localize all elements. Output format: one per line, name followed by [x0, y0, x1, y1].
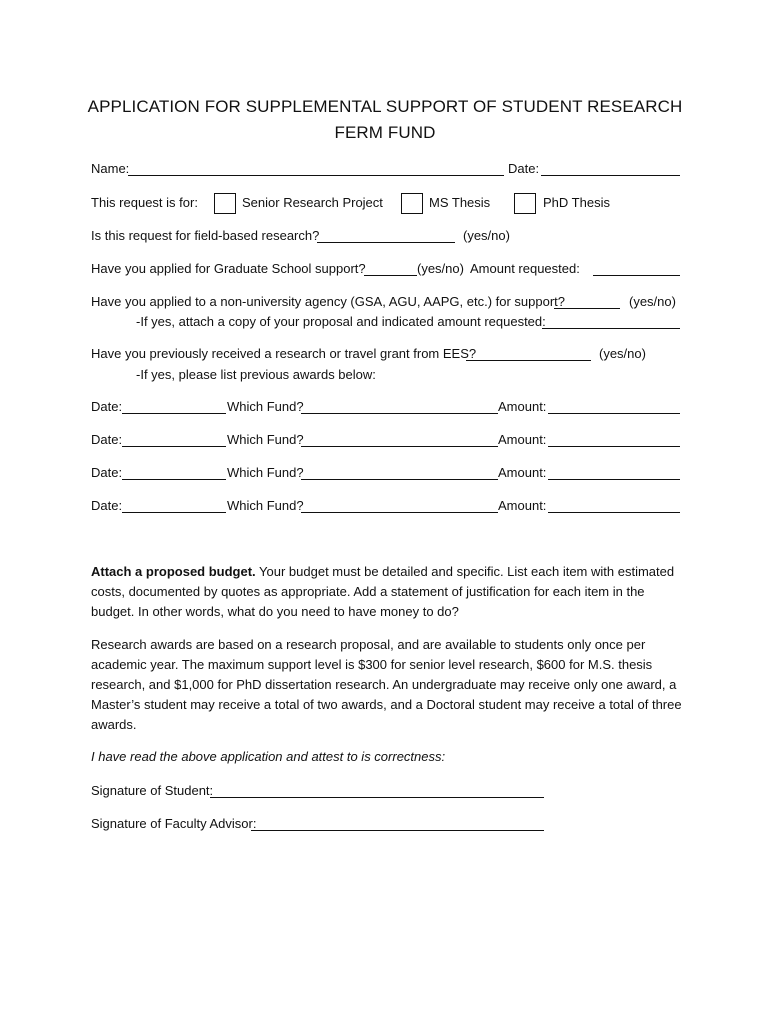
- date-field[interactable]: [541, 175, 680, 176]
- form-title-line2: FERM FUND: [334, 123, 436, 142]
- amount-requested-label: Amount requested:: [470, 261, 580, 276]
- budget-paragraph: [91, 562, 691, 622]
- award-amount-field[interactable]: [548, 512, 680, 513]
- ees-field[interactable]: [466, 360, 591, 361]
- award-fund-field[interactable]: [301, 446, 498, 447]
- agency-yesno: (yes/no): [629, 294, 676, 309]
- award-fund-field[interactable]: [301, 479, 498, 480]
- award-fund-label: Which Fund?: [227, 399, 304, 414]
- ms-thesis-label: MS Thesis: [429, 195, 491, 210]
- award-fund-field[interactable]: [301, 512, 498, 513]
- advisor-signature-label: Signature of Faculty Advisor:: [91, 816, 257, 831]
- agency-field[interactable]: [554, 308, 620, 309]
- amount-requested-field[interactable]: [593, 275, 680, 276]
- award-date-field[interactable]: [122, 512, 226, 513]
- field-based-field[interactable]: [317, 242, 455, 243]
- ees-yesno: (yes/no): [599, 346, 646, 361]
- field-based-yesno: (yes/no): [463, 228, 510, 243]
- field-based-question: Is this request for field-based research?: [91, 228, 320, 243]
- name-field[interactable]: [128, 175, 504, 176]
- grad-school-yesno: (yes/no): [417, 261, 464, 276]
- award-date-label: Date:: [91, 465, 123, 480]
- grad-school-field[interactable]: [364, 275, 417, 276]
- ms-thesis-checkbox[interactable]: [401, 193, 423, 214]
- ees-note: -If yes, please list previous awards below:: [136, 367, 376, 382]
- award-amount-label: Amount:: [498, 498, 547, 513]
- phd-thesis-label: PhD Thesis: [543, 195, 610, 210]
- award-amount-field[interactable]: [548, 479, 680, 480]
- senior-research-checkbox[interactable]: [214, 193, 236, 214]
- award-fund-label: Which Fund?: [227, 432, 304, 447]
- award-date-field[interactable]: [122, 479, 226, 480]
- phd-thesis-checkbox[interactable]: [514, 193, 536, 214]
- award-fund-label: Which Fund?: [227, 465, 304, 480]
- award-amount-field[interactable]: [548, 413, 680, 414]
- student-signature-label: Signature of Student:: [91, 783, 214, 798]
- award-amount-label: Amount:: [498, 399, 547, 414]
- award-amount-field[interactable]: [548, 446, 680, 447]
- ees-question: Have you previously received a research or travel grant from EES?: [91, 346, 477, 361]
- grad-school-question: Have you applied for Graduate School support?: [91, 261, 366, 276]
- award-date-field[interactable]: [122, 446, 226, 447]
- form-title-line1: APPLICATION FOR SUPPLEMENTAL SUPPORT OF STUDENT RESEARCH: [87, 97, 683, 116]
- student-signature-field[interactable]: [210, 797, 544, 798]
- request-label: This request is for:: [91, 195, 198, 210]
- award-date-label: Date:: [91, 399, 123, 414]
- budget-heading: Attach a proposed budget.: [91, 564, 256, 579]
- agency-note: -If yes, attach a copy of your proposal and indicated amount requested:: [136, 314, 546, 329]
- budget-text: Your budget must be detailed and specific. List each item with estimated costs, documented by quotes as appropriate. Add a statement of justification for each item in the budget. In other words, what do you need to have money to do?: [91, 564, 675, 619]
- award-amount-label: Amount:: [498, 465, 547, 480]
- awards-paragraph: Research awards are based on a research proposal, and are available to students only once per academic year. The maximum support level is $300 for senior level research, $600 for M.S. thesis research, and $1,000 for PhD dissertation research. An undergraduate may receive only one award, a Master’s student may receive a total of two awards, and a Doctoral student may receive a total of three awards.: [91, 637, 682, 732]
- award-fund-field[interactable]: [301, 413, 498, 414]
- date-label: Date:: [508, 161, 540, 176]
- senior-research-label: Senior Research Project: [242, 195, 383, 210]
- attestation-text: I have read the above application and attest to is correctness:: [91, 749, 446, 764]
- award-date-field[interactable]: [122, 413, 226, 414]
- award-date-label: Date:: [91, 432, 123, 447]
- award-amount-label: Amount:: [498, 432, 547, 447]
- award-fund-label: Which Fund?: [227, 498, 304, 513]
- name-label: Name:: [91, 161, 130, 176]
- award-date-label: Date:: [91, 498, 123, 513]
- agency-amount-field[interactable]: [542, 328, 680, 329]
- advisor-signature-field[interactable]: [251, 830, 544, 831]
- agency-question: Have you applied to a non-university agency (GSA, AGU, AAPG, etc.) for support?: [91, 294, 566, 309]
